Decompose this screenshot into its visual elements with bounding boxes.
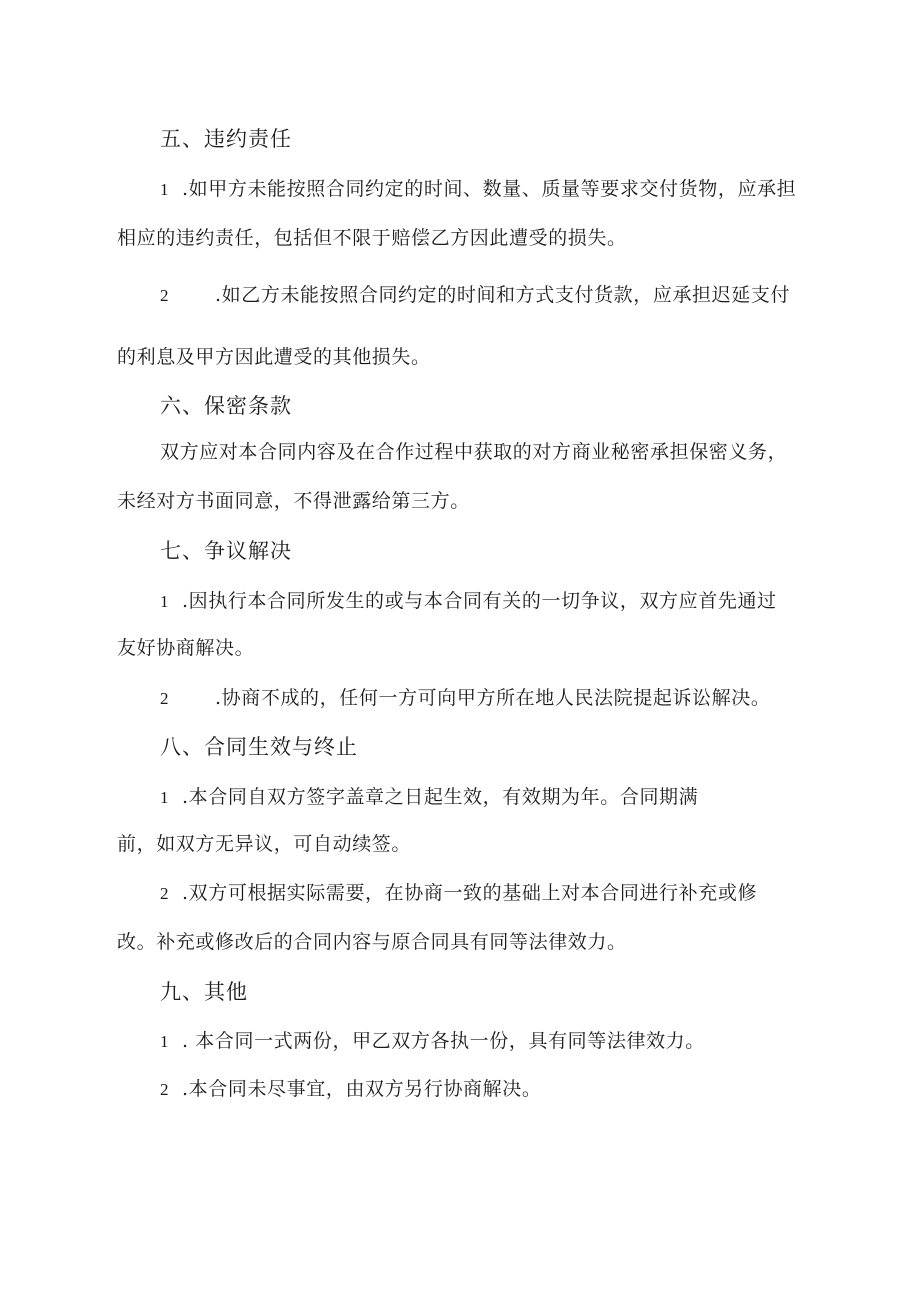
breach-item-2-line-1 — [160, 283, 790, 308]
item-number: 1 — [160, 1032, 170, 1051]
breach-item-2-line-2: 的利息及甲方因此遭受的其他损失。 — [117, 346, 431, 368]
dispute-item-1-line-2: 友好协商解决。 — [117, 637, 255, 659]
section-heading-dispute-resolution: 七、争议解决 — [160, 539, 292, 563]
breach-item-1-line-1 — [160, 177, 796, 202]
item-number: 2 — [160, 1080, 170, 1099]
dispute-item-2-line-1 — [160, 686, 770, 711]
item-text: . 本合同一式两份，甲乙双方各执一份，具有同等法律效力。 — [182, 1030, 705, 1052]
section-heading-other: 九、其他 — [160, 980, 248, 1004]
breach-item-1-line-2: 相应的违约责任，包括但不限于赔偿乙方因此遭受的损失。 — [117, 227, 627, 249]
section-heading-breach-liability: 五、违约责任 — [160, 127, 292, 151]
effect-item-2-line-1 — [160, 881, 757, 906]
effect-item-1-line-2: 前，如双方无异议，可自动续签。 — [117, 833, 412, 855]
item-number: 1 — [160, 788, 170, 807]
item-number: 2 — [160, 286, 170, 305]
item-text: .因执行本合同所发生的或与本合同有关的一切争议，双方应首先通过 — [182, 590, 777, 612]
item-text: .本合同未尽事宜，由双方另行协商解决。 — [182, 1078, 542, 1100]
other-item-2-line-1 — [160, 1077, 541, 1102]
dispute-item-1-line-1 — [160, 589, 777, 614]
effect-item-1-line-1 — [160, 785, 698, 810]
item-number: 2 — [160, 884, 170, 903]
section-heading-effect-termination: 八、合同生效与终止 — [160, 735, 358, 759]
confidentiality-line-1: 双方应对本合同内容及在合作过程中获取的对方商业秘密承担保密义务， — [160, 441, 788, 463]
section-heading-confidentiality: 六、保密条款 — [160, 394, 292, 418]
item-text: .协商不成的，任何一方可向甲方所在地人民法院提起诉讼解决。 — [215, 687, 771, 709]
item-number: 1 — [160, 592, 170, 611]
item-text: .如乙方未能按照合同约定的时间和方式支付货款，应承担迟延支付 — [215, 284, 791, 306]
item-text: .双方可根据实际需要，在协商一致的基础上对本合同进行补充或修 — [182, 882, 758, 904]
item-number: 2 — [160, 689, 170, 708]
item-text: .如甲方未能按照合同约定的时间、数量、质量等要求交付货物，应承担 — [182, 178, 797, 200]
confidentiality-line-2: 未经对方书面同意，不得泄露给第三方。 — [117, 490, 470, 512]
other-item-1-line-1 — [160, 1029, 705, 1054]
effect-item-2-line-2: 改。补充或修改后的合同内容与原合同具有同等法律效力。 — [117, 931, 627, 953]
item-number: 1 — [160, 180, 170, 199]
item-text: .本合同自双方签字盖章之日起生效，有效期为年。合同期满 — [182, 786, 699, 808]
